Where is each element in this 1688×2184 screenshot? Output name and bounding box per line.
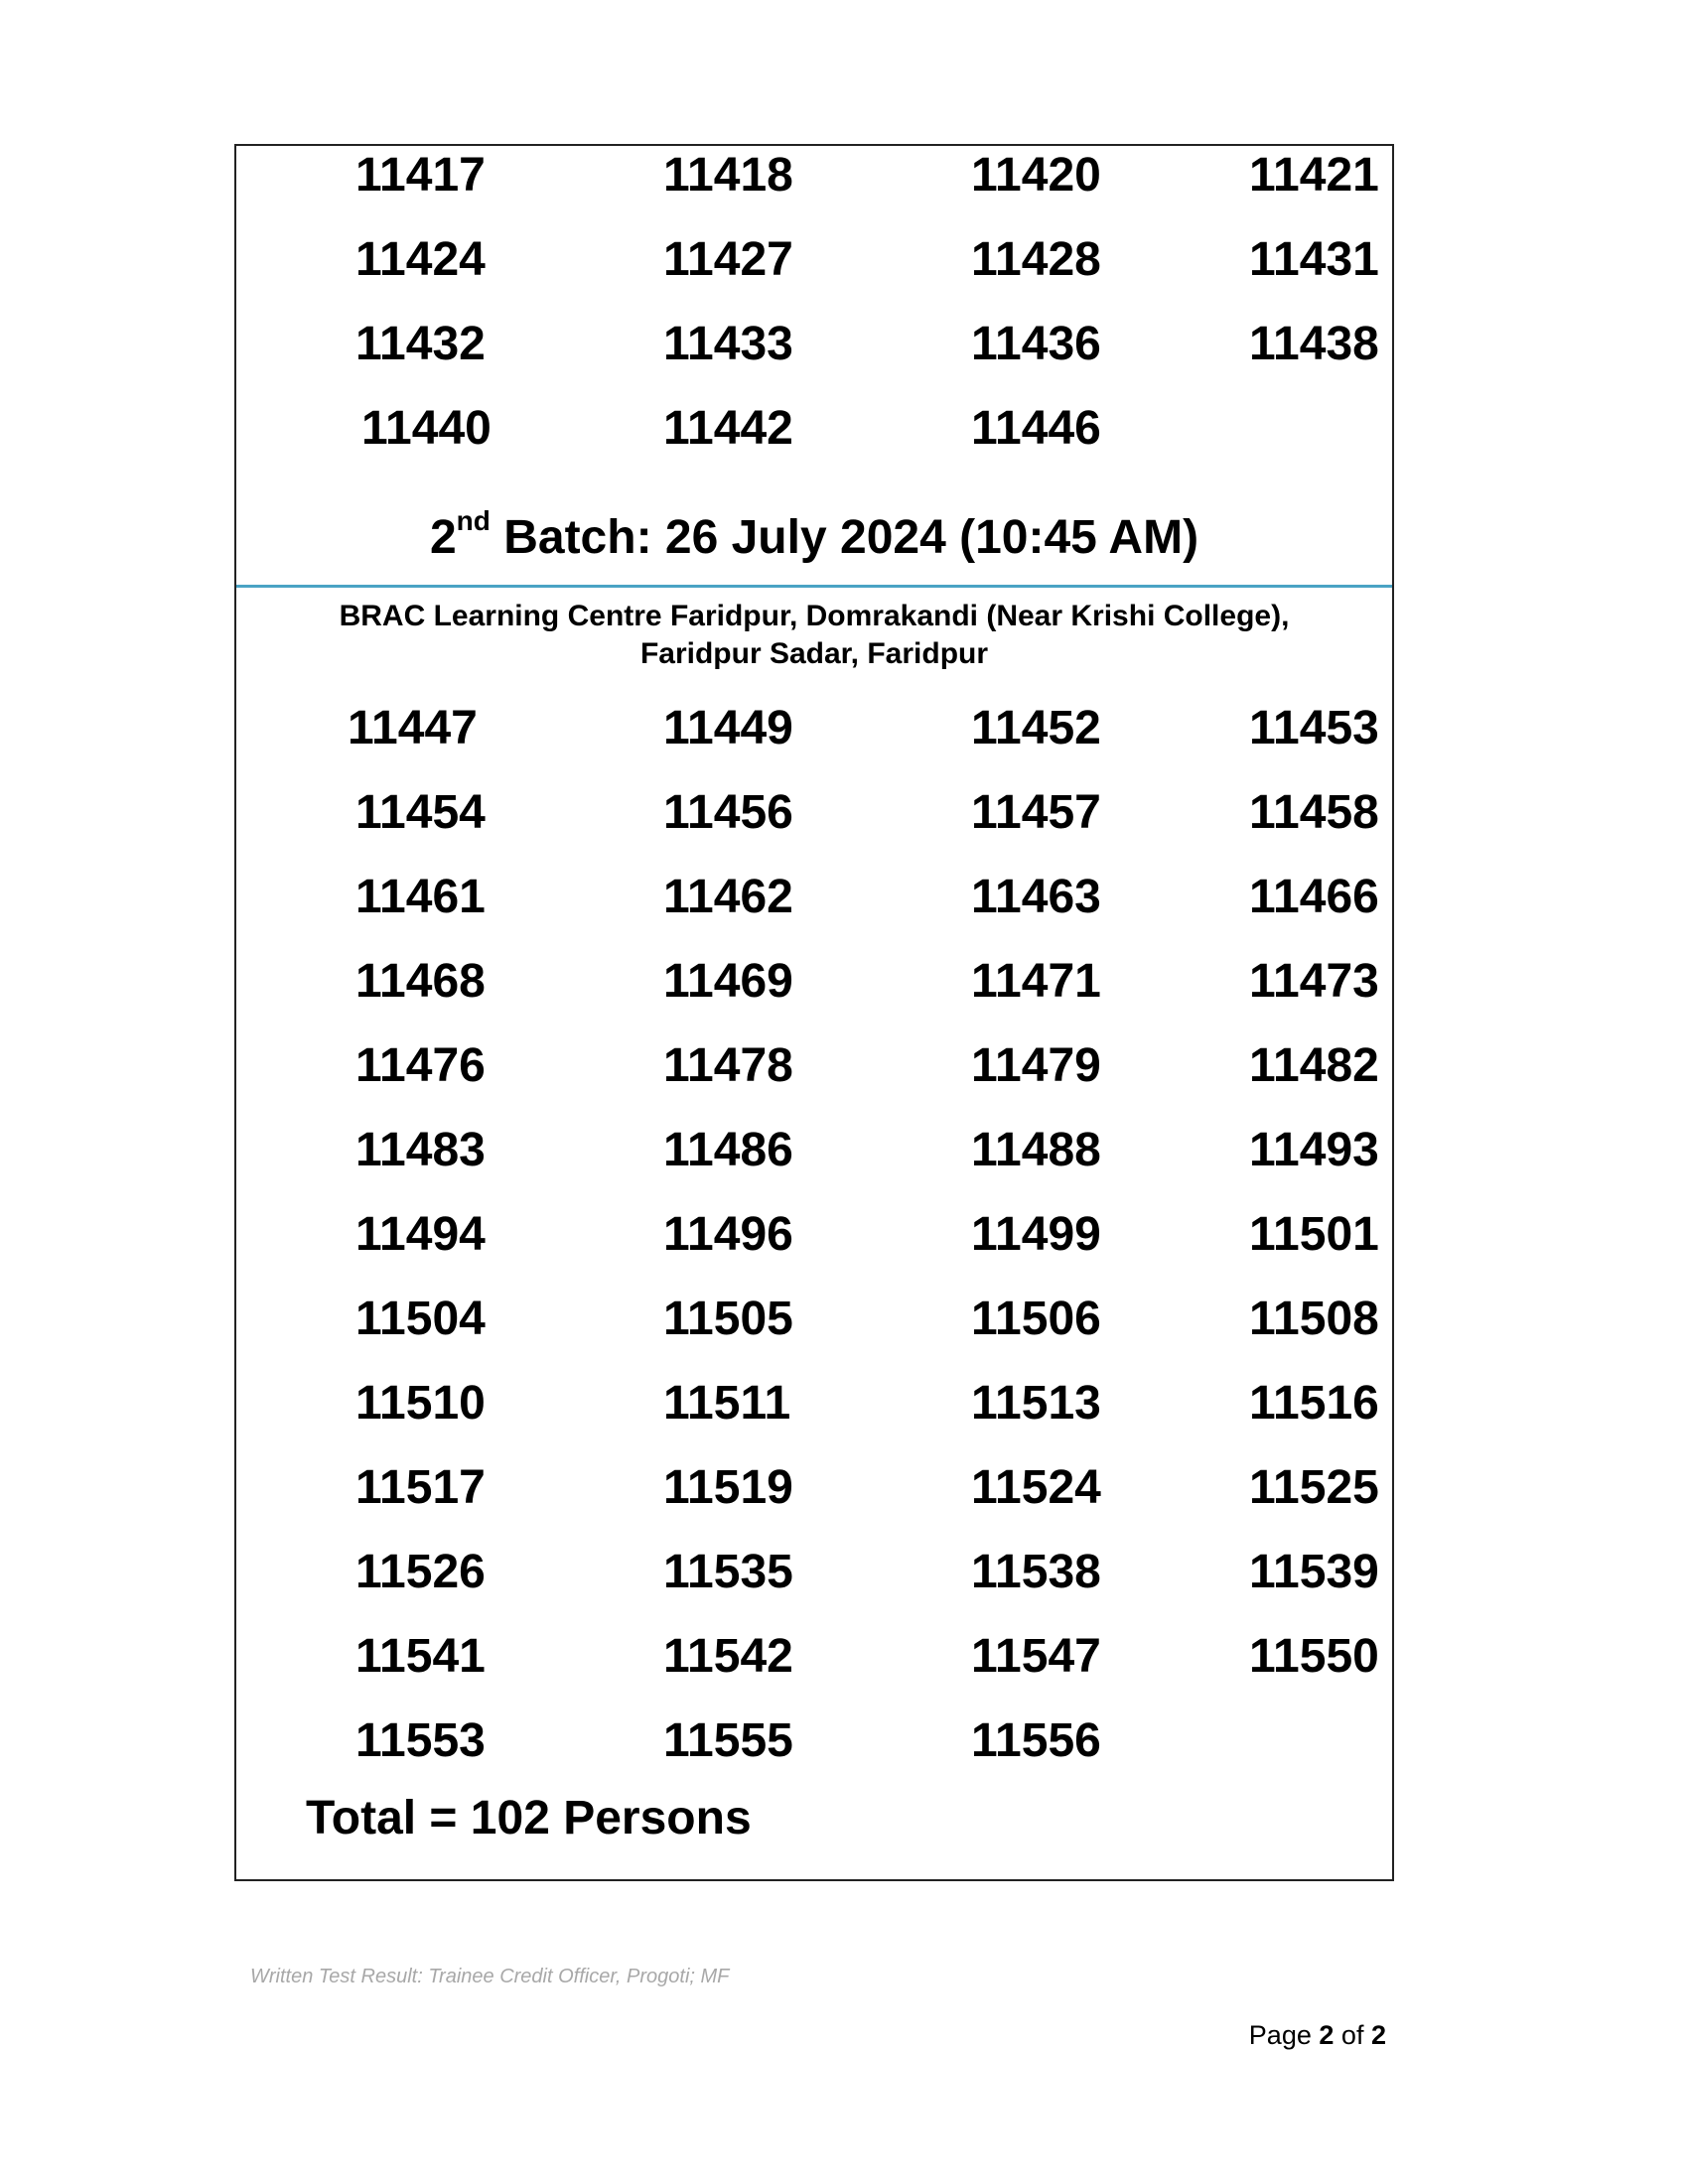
roll-number: 11440 (361, 402, 492, 455)
footer-note: Written Test Result: Trainee Credit Officer, Progoti; MF (250, 1966, 730, 1987)
table-row (236, 315, 1392, 374)
roll-number: 11466 (1249, 871, 1379, 923)
table-row (236, 783, 1392, 843)
roll-number: 11427 (663, 233, 793, 286)
roll-number: 11555 (663, 1714, 793, 1767)
roll-number: 11418 (663, 149, 793, 202)
roll-number: 11431 (1249, 233, 1379, 286)
table-row (236, 146, 1392, 205)
heading-divider (236, 585, 1392, 588)
roll-number: 11469 (663, 955, 793, 1008)
roll-number: 11446 (971, 402, 1101, 455)
roll-number: 11463 (971, 871, 1101, 923)
table-row (236, 1374, 1392, 1433)
roll-number: 11511 (663, 1377, 791, 1430)
roll-number: 11510 (355, 1377, 486, 1430)
roll-number: 11516 (1249, 1377, 1379, 1430)
roll-number: 11438 (1249, 318, 1379, 370)
batch-heading-text: Batch: 26 July 2024 (10:45 AM) (503, 511, 1199, 564)
roll-number: 11482 (1249, 1039, 1379, 1092)
table-row (236, 868, 1392, 927)
roll-number: 11505 (663, 1293, 793, 1345)
roll-number: 11421 (1249, 149, 1379, 202)
table-row (236, 399, 1392, 459)
roll-number: 11479 (971, 1039, 1101, 1092)
roll-number: 11519 (663, 1461, 793, 1514)
page-number (1249, 2020, 1386, 2051)
roll-number: 11550 (1249, 1630, 1379, 1683)
roll-number: 11496 (663, 1208, 793, 1261)
venue-address (236, 598, 1392, 673)
table-row (236, 1036, 1392, 1096)
roll-number: 11452 (971, 702, 1101, 754)
roll-number: 11499 (971, 1208, 1101, 1261)
roll-number: 11417 (355, 149, 486, 202)
roll-number: 11428 (971, 233, 1101, 286)
table-row (236, 1543, 1392, 1602)
roll-number: 11420 (971, 149, 1101, 202)
table-row (236, 1290, 1392, 1349)
roll-number: 11525 (1249, 1461, 1379, 1514)
roll-number: 11504 (355, 1293, 486, 1345)
roll-number: 11506 (971, 1293, 1101, 1345)
roll-number: 11535 (663, 1546, 793, 1598)
total-persons: Total = 102 Persons (306, 1792, 752, 1844)
batch-ordinal-suffix: nd (456, 505, 491, 536)
roll-number: 11436 (971, 318, 1101, 370)
table-row (236, 1627, 1392, 1687)
roll-number: 11538 (971, 1546, 1101, 1598)
table-row (236, 699, 1392, 758)
roll-number: 11486 (663, 1124, 793, 1176)
table-row (236, 1205, 1392, 1265)
roll-number: 11494 (355, 1208, 486, 1261)
venue-line-2: Faridpur Sadar, Faridpur (639, 637, 989, 670)
roll-number: 11462 (663, 871, 793, 923)
roll-number: 11526 (355, 1546, 486, 1598)
table-row (236, 952, 1392, 1012)
roll-number: 11442 (663, 402, 793, 455)
table-row (236, 230, 1392, 290)
roll-number: 11513 (971, 1377, 1101, 1430)
roll-number: 11541 (355, 1630, 486, 1683)
roll-number: 11476 (355, 1039, 486, 1092)
roll-number: 11501 (1249, 1208, 1379, 1261)
roll-number: 11449 (663, 702, 793, 754)
roll-number: 11456 (663, 786, 793, 839)
roll-number: 11478 (663, 1039, 793, 1092)
table-row (236, 1711, 1392, 1771)
roll-number: 11508 (1249, 1293, 1379, 1345)
venue-line-1: BRAC Learning Centre Faridpur, Domrakandi (Near Krishi College), (339, 600, 1290, 632)
roll-number: 11454 (355, 786, 486, 839)
roll-number: 11468 (355, 955, 486, 1008)
roll-number: 11539 (1249, 1546, 1379, 1598)
roll-number: 11458 (1249, 786, 1379, 839)
page-separator: of (1340, 2020, 1364, 2050)
roll-number: 11517 (355, 1461, 486, 1514)
roll-number: 11432 (355, 318, 486, 370)
roll-number: 11424 (355, 233, 486, 286)
roll-number: 11547 (971, 1630, 1101, 1683)
roll-number: 11483 (355, 1124, 486, 1176)
roll-number: 11453 (1249, 702, 1379, 754)
roll-number: 11461 (355, 871, 486, 923)
page-total: 2 (1370, 2020, 1386, 2050)
batch-ordinal: 2 (429, 511, 457, 564)
roll-number: 11471 (971, 955, 1101, 1008)
page-prefix: Page (1248, 2020, 1312, 2050)
roll-number: 11524 (971, 1461, 1101, 1514)
batch-heading (236, 505, 1392, 568)
roll-number: 11457 (971, 786, 1101, 839)
page-current: 2 (1319, 2020, 1335, 2050)
roll-number: 11542 (663, 1630, 793, 1683)
roll-number: 11473 (1249, 955, 1379, 1008)
table-row (236, 1121, 1392, 1180)
roll-number: 11488 (971, 1124, 1101, 1176)
roll-number: 11433 (663, 318, 793, 370)
roll-number: 11556 (971, 1714, 1101, 1767)
roll-number: 11493 (1249, 1124, 1379, 1176)
roll-number: 11447 (348, 702, 478, 754)
table-row (236, 1458, 1392, 1518)
results-table-frame (234, 144, 1394, 1881)
roll-number: 11553 (355, 1714, 486, 1767)
